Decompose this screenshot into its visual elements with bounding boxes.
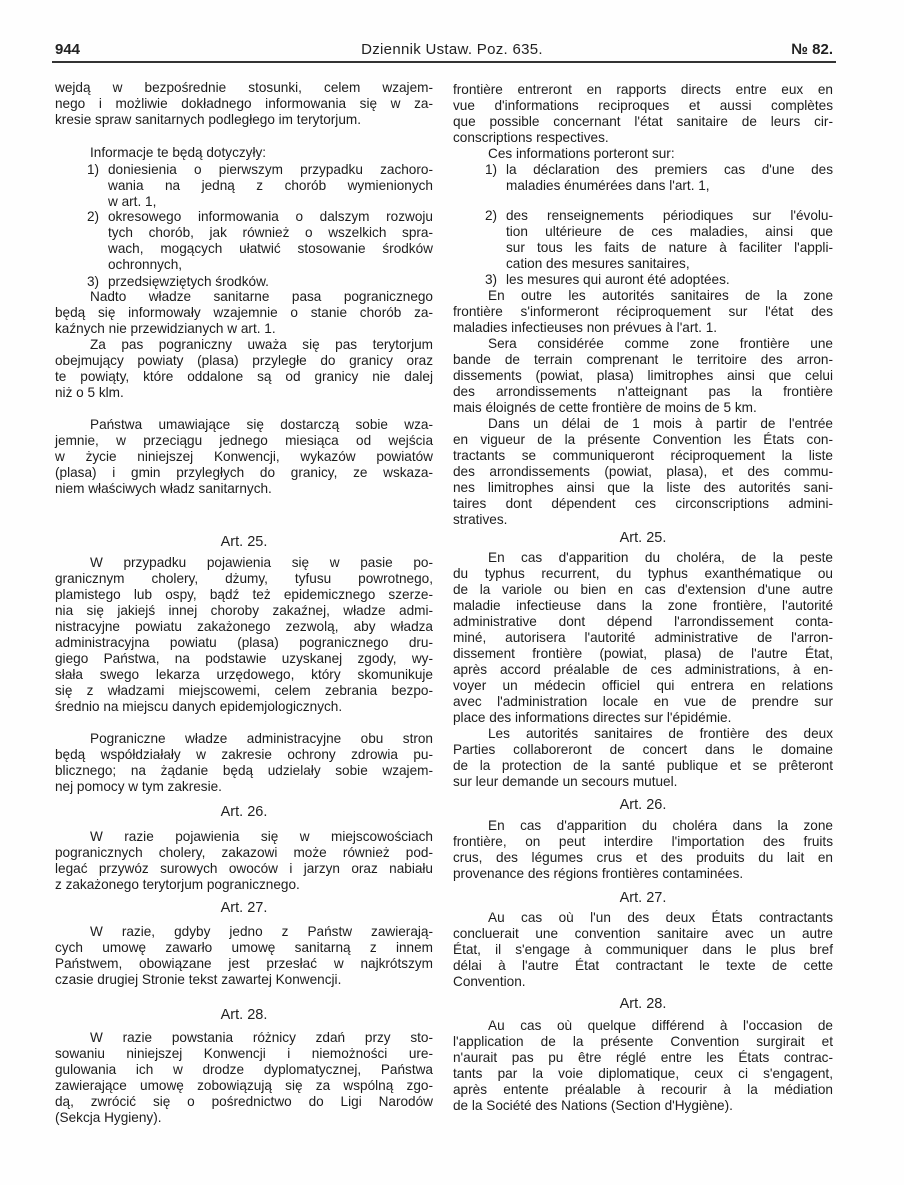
- article-heading: Art. 28.: [619, 996, 667, 1012]
- paragraph-line: mais éloignés de cette frontière de moins de 5 km.: [453, 400, 757, 415]
- paragraph-line: z zakażonego terytorjum pogranicznego.: [55, 877, 300, 892]
- paragraph-line: pogranicznych cholery, zakazowi może również pod-: [55, 845, 433, 860]
- paragraph-line: cych umowę zawarło umowę sanitarną z innem: [55, 940, 433, 955]
- list-item-line: cation des mesures sanitaires,: [506, 256, 690, 271]
- paragraph-line: (Sekcja Hygieny).: [55, 1110, 162, 1125]
- paragraph-line: średnio na miejscu danych epidemjologicznych.: [55, 699, 343, 714]
- article-heading: Art. 25.: [220, 534, 268, 550]
- paragraph-line: Państwem, obowiązane jest przesłać w najkrótszym: [55, 956, 433, 971]
- list-item-line: ochronnych,: [108, 257, 183, 272]
- list-item-line: wach, mogących ułatwić stosowanie środków: [108, 241, 433, 256]
- paragraph-line: nes limitrophes ainsi que la liste des autorités sani-: [453, 480, 833, 495]
- list-marker: 1): [87, 162, 100, 177]
- paragraph-line: tractants se communiqueront réciproquement la liste: [453, 448, 833, 463]
- list-marker: 2): [87, 209, 100, 224]
- article-heading: Art. 25.: [619, 530, 667, 546]
- paragraph-line: n'aurait pas pu être réglé entre les États contrac-: [453, 1050, 833, 1065]
- paragraph-line: Au cas où l'un des deux États contractants: [488, 910, 833, 925]
- paragraph-line: frontière s'informeront réciproquement sur l'état des: [453, 304, 833, 319]
- journal-title: Dziennik Ustaw. Poz. 635.: [361, 41, 543, 58]
- paragraph-line: gulowania ich w drodze dyplomatycznej, Państwa: [55, 1062, 433, 1077]
- list-item-line: des renseignements périodiques sur l'évolu-: [506, 208, 833, 223]
- paragraph-line: crus, des légumes crus et des produits du lait en: [453, 850, 833, 865]
- paragraph-line: place des informations directes sur l'épidémie.: [453, 710, 732, 725]
- paragraph-line: kresie spraw sanitarnych podległego im terytorjum.: [55, 112, 361, 127]
- paragraph-line: (plasa) i gmin przyległych do granicy, ze wskaza-: [55, 465, 433, 480]
- list-item-line: wania na jedną z chorób wymienionych: [108, 178, 433, 193]
- paragraph-line: délai à l'autre État contractant le texte de cette: [453, 958, 833, 973]
- list-item-line: les mesures qui auront été adoptées.: [506, 272, 730, 287]
- paragraph-line: słała swego lekarza urzędowego, który skomunikuje: [55, 667, 433, 682]
- paragraph-line: dą, zwrócić się o pośrednictwo do Ligi Narodów: [55, 1094, 433, 1109]
- paragraph-line: de la Société des Nations (Section d'Hygiène).: [453, 1098, 733, 1113]
- paragraph-line: Sera considérée comme zone frontière une: [488, 336, 833, 351]
- list-item-line: la déclaration des premiers cas d'une des: [506, 162, 833, 177]
- paragraph-line: nia się jakiejś innej choroby zakaźnej, władze admi-: [55, 603, 433, 618]
- paragraph-line: de la variole ou bien en cas d'extension d'une autre: [453, 582, 833, 597]
- list-item-line: maladies énumérées dans l'art. 1,: [506, 178, 710, 193]
- paragraph-line: miné, autorisera l'autorité administrative de l'arron-: [453, 630, 833, 645]
- paragraph-line: après entente préalable à recourir à la médiation: [453, 1082, 833, 1097]
- paragraph-line: Convention.: [453, 974, 526, 989]
- paragraph-line: sur leur demande un secours mutuel.: [453, 774, 678, 789]
- article-heading: Art. 28.: [220, 1007, 268, 1023]
- paragraph-line: En outre les autorités sanitaires de la zone: [488, 288, 833, 303]
- paragraph-line: W razie powstania różnicy zdań przy sto-: [90, 1030, 433, 1045]
- paragraph-line: blicznego; na żądanie będą udzielały sobie wzajem-: [55, 763, 433, 778]
- paragraph-line: Państwa umawiające się dostarczą sobie wza-: [90, 417, 433, 432]
- paragraph-line: après accord préalable de ces administrations, à en-: [453, 662, 833, 677]
- paragraph-line: w życie niniejszej Konwencji, wykazów powiatów: [55, 449, 433, 464]
- paragraph-line: plamistego lub ospy, bądź też epidemicznego szerze-: [55, 587, 433, 602]
- list-marker: 1): [485, 162, 498, 177]
- paragraph-line: stratives.: [453, 512, 508, 527]
- paragraph-line: te powiąty, które oddalone są od granicy nie dalej: [55, 369, 433, 384]
- paragraph-line: des arrondissements (powiat, plasa), et des commu-: [453, 464, 833, 479]
- paragraph-line: frontière entreront en rapports directs entre eux en: [453, 82, 833, 97]
- paragraph-line: État, il s'engage à communiquer dans le plus bref: [453, 942, 833, 957]
- list-marker: 2): [485, 208, 498, 223]
- paragraph-line: bande de terrain comprenant le territoire des arron-: [453, 352, 833, 367]
- article-heading: Art. 27.: [619, 890, 667, 906]
- paragraph-line: się z władzami miejscowemi, celem zebrania bezpo-: [55, 683, 433, 698]
- paragraph-line: jemnie, w przeciągu jednego miesiąca od wejścia: [55, 433, 433, 448]
- list-item-line: w art. 1,: [108, 194, 157, 209]
- paragraph-line: Za pas pograniczny uważa się pas terytorjum: [90, 337, 433, 352]
- paragraph-line: Ces informations porteront sur:: [488, 146, 675, 161]
- paragraph-line: voyer un médecin officiel qui entrera en relations: [453, 678, 833, 693]
- paragraph-line: dissements (powiat, plasa) limitrophes ainsi que celui: [453, 368, 833, 383]
- paragraph-line: sowaniu niniejszej Konwencji i niemożności ure-: [55, 1046, 433, 1061]
- list-item-line: okresowego informowania o dalszym rozwoju: [108, 209, 433, 224]
- paragraph-line: dissement frontière (powiat, plasa) de l'autre État,: [453, 646, 833, 661]
- paragraph-line: giego Państwa, na podstawie uzyskanej zgody, wy-: [55, 651, 433, 666]
- paragraph-line: czasie drugiej Stronie tekst zawartej Konwencji.: [55, 972, 342, 987]
- paragraph-line: conscriptions respectives.: [453, 130, 609, 145]
- paragraph-line: Pograniczne władze administracyjne obu stron: [90, 731, 433, 746]
- paragraph-line: tants par la voie diplomatique, ceux ci s'engagent,: [453, 1066, 833, 1081]
- paragraph-line: zawierające umowę zobowiązują się za wspólną zgo-: [55, 1078, 433, 1093]
- list-item-line: tion ultérieure de ces maladies, ainsi que: [506, 224, 833, 239]
- paragraph-line: nistracyjne powiatu zakażonego zezwolą, aby władza: [55, 619, 433, 634]
- paragraph-line: nej pomocy w tym zakresie.: [55, 779, 222, 794]
- paragraph-line: Parties collaboreront de concert dans le domaine: [453, 742, 833, 757]
- paragraph-line: concluerait une convention sanitaire avec un autre: [453, 926, 833, 941]
- header-rule: [52, 61, 836, 63]
- paragraph-line: Au cas où quelque différend à l'occasion de: [488, 1018, 833, 1033]
- paragraph-line: niem właściwych władz sanitarnych.: [55, 481, 272, 496]
- list-item-line: sur tous les faits de nature à faciliter l'appli-: [506, 240, 833, 255]
- paragraph-line: maladie infectieuse dans la zone frontière, l'autorité: [453, 598, 833, 613]
- paragraph-line: W razie, gdyby jedno z Państw zawierają-: [90, 924, 433, 939]
- list-marker: 3): [87, 274, 100, 289]
- paragraph-line: avec l'administration locale en vue de prendre sur: [453, 694, 833, 709]
- paragraph-line: maladies infectieuses non prévues à l'art. 1.: [453, 320, 718, 335]
- paragraph-line: que possible concernant l'état sanitaire de leurs cir-: [453, 114, 833, 129]
- paragraph-line: obejmujący powiaty (plasa) przyległe do granicy oraz: [55, 353, 433, 368]
- list-marker: 3): [485, 272, 498, 287]
- paragraph-line: Nadto władze sanitarne pasa pogranicznego: [90, 289, 433, 304]
- article-heading: Art. 27.: [220, 900, 268, 916]
- issue-number: № 82.: [791, 41, 833, 58]
- paragraph-line: będą współdziałały w zakresie ochrony zdrowia pu-: [55, 747, 433, 762]
- paragraph-line: administrative dont dépend l'arrondissement conta-: [453, 614, 833, 629]
- list-item-line: tych chorób, jak również o wszelkich spra-: [108, 225, 433, 240]
- paragraph-line: en vigueur de la présente Convention les États con-: [453, 432, 833, 447]
- article-heading: Art. 26.: [619, 797, 667, 813]
- paragraph-line: provenance des régions frontières contaminées.: [453, 866, 744, 881]
- paragraph-line: taires dont dépendent ces circonscriptions admini-: [453, 496, 833, 511]
- paragraph-line: vue d'informations reciproques et aussi complètes: [453, 98, 833, 113]
- paragraph-line: des arrondissements n'atteignant pas la frontière: [453, 384, 833, 399]
- paragraph-line: de la protection de la santé publique et se prêteront: [453, 758, 833, 773]
- paragraph-line: Informacje te będą dotyczyły:: [90, 145, 267, 160]
- paragraph-line: niż o 5 klm.: [55, 385, 124, 400]
- paragraph-line: En cas d'apparition du choléra dans la zone: [488, 818, 833, 833]
- paragraph-line: frontière, on peut interdire l'importation des fruits: [453, 834, 833, 849]
- paragraph-line: W przypadku pojawienia się w pasie po-: [90, 555, 433, 570]
- paragraph-line: wejdą w bezpośrednie stosunki, celem wzajem-: [55, 80, 433, 95]
- paragraph-line: W razie pojawienia się w miejscowościach: [90, 829, 433, 844]
- paragraph-line: du typhus recurrent, du typhus exanthématique ou: [453, 566, 833, 581]
- list-item-line: doniesienia o pierwszym przypadku zachoro-: [108, 162, 433, 177]
- paragraph-line: administracyjna powiatu (plasa) pogranicznego dru-: [55, 635, 433, 650]
- paragraph-line: legać przywóz surowych owoców i jarzyn oraz nabiału: [55, 861, 433, 876]
- paragraph-line: nego i możliwie dokładnego informowania się w za-: [55, 96, 433, 111]
- article-heading: Art. 26.: [220, 804, 268, 820]
- paragraph-line: En cas d'apparition du choléra, de la peste: [488, 550, 833, 565]
- paragraph-line: granicznym cholery, dżumy, tyfusu powrotnego,: [55, 571, 433, 586]
- paragraph-line: Les autorités sanitaires de frontière des deux: [488, 726, 833, 741]
- paragraph-line: będą się informowały wzajemnie o stanie chorób za-: [55, 305, 433, 320]
- paragraph-line: kaźnych nie przewidzianych w art. 1.: [55, 321, 276, 336]
- paragraph-line: Dans un délai de 1 mois à partir de l'entrée: [488, 416, 833, 431]
- page-number: 944: [55, 41, 81, 58]
- paragraph-line: l'application de la présente Convention surgirait et: [453, 1034, 833, 1049]
- list-item-line: przedsięwziętych środków.: [108, 274, 269, 289]
